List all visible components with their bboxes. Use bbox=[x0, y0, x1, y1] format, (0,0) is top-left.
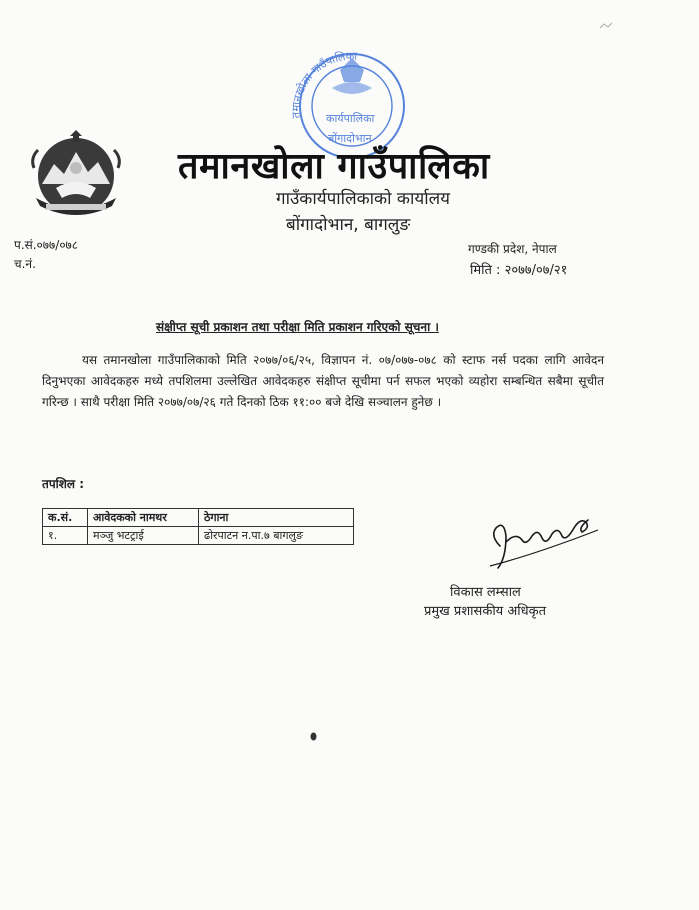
office-name: गाउँकार्यपालिकाको कार्यालय bbox=[276, 189, 451, 209]
col-applicant-name: आवेदकको नामथर bbox=[88, 509, 199, 527]
table-header-row bbox=[43, 509, 354, 527]
signatory-name: विकास लम्साल bbox=[450, 585, 521, 600]
cell-applicant-name: मञ्जु भटट्राई bbox=[88, 527, 199, 545]
col-serial: क.सं. bbox=[43, 509, 88, 527]
col-address: ठेगाना bbox=[199, 509, 354, 527]
notice-body: यस तमानखोला गाउँपालिकाको मिति २०७७/०६/२५, विज्ञापन नं. ०७/०७७-०७८ को स्टाफ नर्स पदका लागि आवेदन दिनुभएका आवेदकहरु मध्ये तपशिलमा उल्लेखित आवेदकहरु संक्षीप्त सूचीमा पर्न सफल भएको व्यहोरा सम्बन्धित सबैमा सूचीत गरिन्छ । साथै परीक्षा मिति २०७७/०७/२६ गते दिनको ठिक ११:०० बजे देखि सञ्चालन हुनेछ । bbox=[42, 353, 604, 409]
stamp-text-mid: कार्यपालिका bbox=[326, 112, 375, 125]
document-date: मिति : २०७७/०७/२१ bbox=[470, 263, 568, 278]
cell-address: ढोरपाटन न.पा.७ बागलुङ bbox=[199, 527, 354, 545]
office-address: बोंगादोभान, बागलुङ bbox=[286, 215, 411, 235]
signature bbox=[486, 506, 604, 578]
province-line: गण्डकी प्रदेश, नेपाल bbox=[468, 242, 557, 256]
ink-spot bbox=[310, 732, 317, 741]
applicant-table bbox=[42, 508, 354, 545]
stamp-text-upper: तमानखोला गाउँपालिका bbox=[289, 49, 358, 119]
cell-serial: १. bbox=[43, 527, 88, 545]
table-row bbox=[43, 527, 354, 545]
nepal-emblem-icon bbox=[26, 128, 126, 220]
page-title: तमानखोला गाउँपालिका bbox=[178, 146, 490, 187]
notice-subject: संक्षीप्त सूची प्रकाशन तथा परीक्षा मिति प्रकाशन गरिएको सूचना । bbox=[156, 320, 439, 334]
signatory-designation: प्रमुख प्रशासकीय अधिकृत bbox=[424, 604, 547, 619]
scan-mark bbox=[598, 20, 616, 32]
dispatch-number: च.नं. bbox=[14, 257, 36, 271]
details-heading: तपशिल : bbox=[42, 477, 85, 491]
stamp-text-lower: बोंगादोभान bbox=[328, 132, 372, 145]
reference-number: प.सं.०७७/०७८ bbox=[14, 238, 79, 252]
